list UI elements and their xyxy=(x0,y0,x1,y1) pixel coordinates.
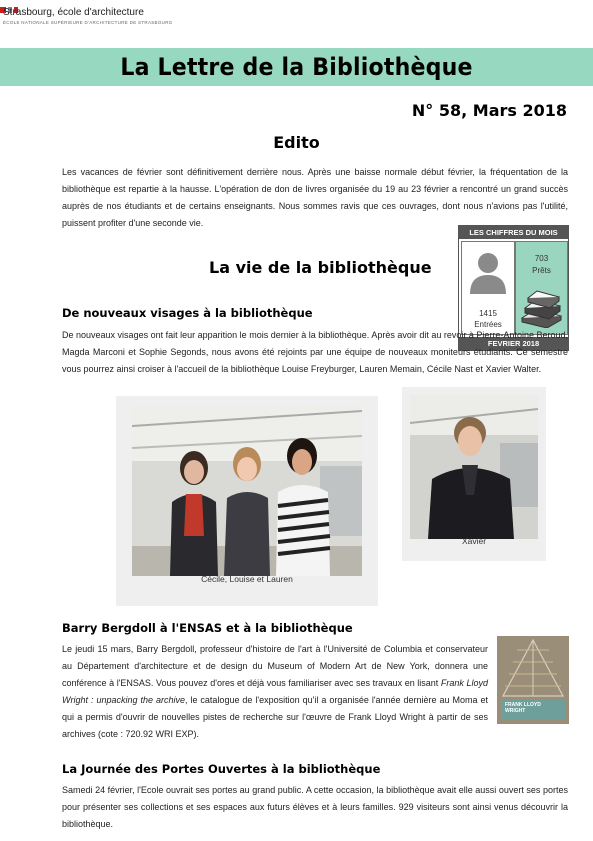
xavier-photo xyxy=(410,395,538,539)
portes-text: Samedi 24 février, l'Ecole ouvrait ses portes au grand public. A cette occasion, la bibliothèque avait elle aussi ouvert ses portes pour présenter ses collections et ses espaces aux futurs élèves et à leurs familles. 929 visiteurs sont ainsi venus découvrir la bibliothèque. xyxy=(62,785,568,829)
title-banner xyxy=(0,48,593,86)
group-photo-card xyxy=(116,396,378,606)
stats-loans-cell xyxy=(515,241,568,335)
edito-text: Les vacances de février sont définitivement derrière nous. Après une baisse normale début février, la fréquentation de la bibliothèque est repartie à la hausse. L'opération de don de livres organisée du 19 au 23 février a rencontré un grand succès auprès de nos étudiants et de certains enseignants. Nous sommes ravis que ces ouvrages, dont nous n'avions pas l'utilité, puissent profiter d'une seconde vie. xyxy=(62,167,568,228)
school-subtitle: ÉCOLE NATIONALE SUPÉRIEURE D'ARCHITECTURE DE STRASBOURG xyxy=(3,20,173,25)
newsletter-title: La Lettre de la Bibliothèque xyxy=(120,53,473,81)
entries-label: Entrées xyxy=(474,320,502,329)
school-name: Strasbourg, école d'architecture xyxy=(3,7,144,18)
group-photo xyxy=(132,406,362,576)
bergdoll-text xyxy=(62,641,488,743)
entries-value: 1415 xyxy=(479,309,497,318)
book-cover-text: FRANK LLOYD WRIGHT xyxy=(505,702,541,714)
edito-heading: Edito xyxy=(273,133,320,152)
group-photo-caption: Cécile, Louise et Lauren xyxy=(201,574,293,584)
portes-heading: La Journée des Portes Ouvertes à la bibliothèque xyxy=(62,762,381,776)
person-icon xyxy=(462,248,514,298)
issue-number: N° 58, Mars 2018 xyxy=(411,101,567,120)
visages-text: De nouveaux visages ont fait leur apparition le mois dernier à la bibliothèque. Après avoir dit au revoir à Pierre-Antoine Beroud, Magda Marconi et Sophie Segonds, nous avons été rejoints par une équipe de nouveaux moniteurs étudiants. Ce semestre vous pourrez ainsi croiser à l'accueil de la bibliothèque Louise Freyburger, Lauren Memain, Cécile Nast et Xavier Walter. xyxy=(62,330,568,374)
loans-label: Prêts xyxy=(532,266,551,275)
stats-entries-cell xyxy=(461,241,515,335)
bergdoll-book-title: Frank Lloyd Wright : unpacking the archive xyxy=(62,678,488,705)
bergdoll-heading: Barry Bergdoll à l'ENSAS et à la bibliothèque xyxy=(62,621,353,635)
book-cover xyxy=(497,636,569,724)
school-logo-mark xyxy=(0,0,22,6)
visages-heading: De nouveaux visages à la bibliothèque xyxy=(62,306,313,320)
vie-heading: La vie de la bibliothèque xyxy=(209,258,432,277)
xavier-photo-card xyxy=(402,387,546,561)
books-stack-icon xyxy=(519,288,564,328)
bergdoll-text-before: Le jeudi 15 mars, Barry Bergdoll, professeur d'histoire de l'art à l'Université de Columbia et conservateur au Département d'architecture et de design du Museum of Modern Art de New York, donnera une conférence à l'ENSAS. Vous pouvez d'ores et déjà vous familiariser avec ses travaux en lisant xyxy=(62,644,488,688)
loans-value: 703 xyxy=(534,254,549,263)
stats-footer: FEVRIER 2018 xyxy=(459,337,568,350)
stats-heading: LES CHIFFRES DU MOIS xyxy=(459,226,568,239)
bergdoll-text-after: , le catalogue de l'exposition qu'il a organisée l'année dernière au Moma et qui a permis d'ouvrir de nouvelles pistes de recherche sur l'œuvre de Frank Lloyd Wright à partir de ses archives (cote : 720.92 WRI EXP). xyxy=(62,695,488,739)
xavier-photo-caption: Xavier xyxy=(461,536,487,546)
